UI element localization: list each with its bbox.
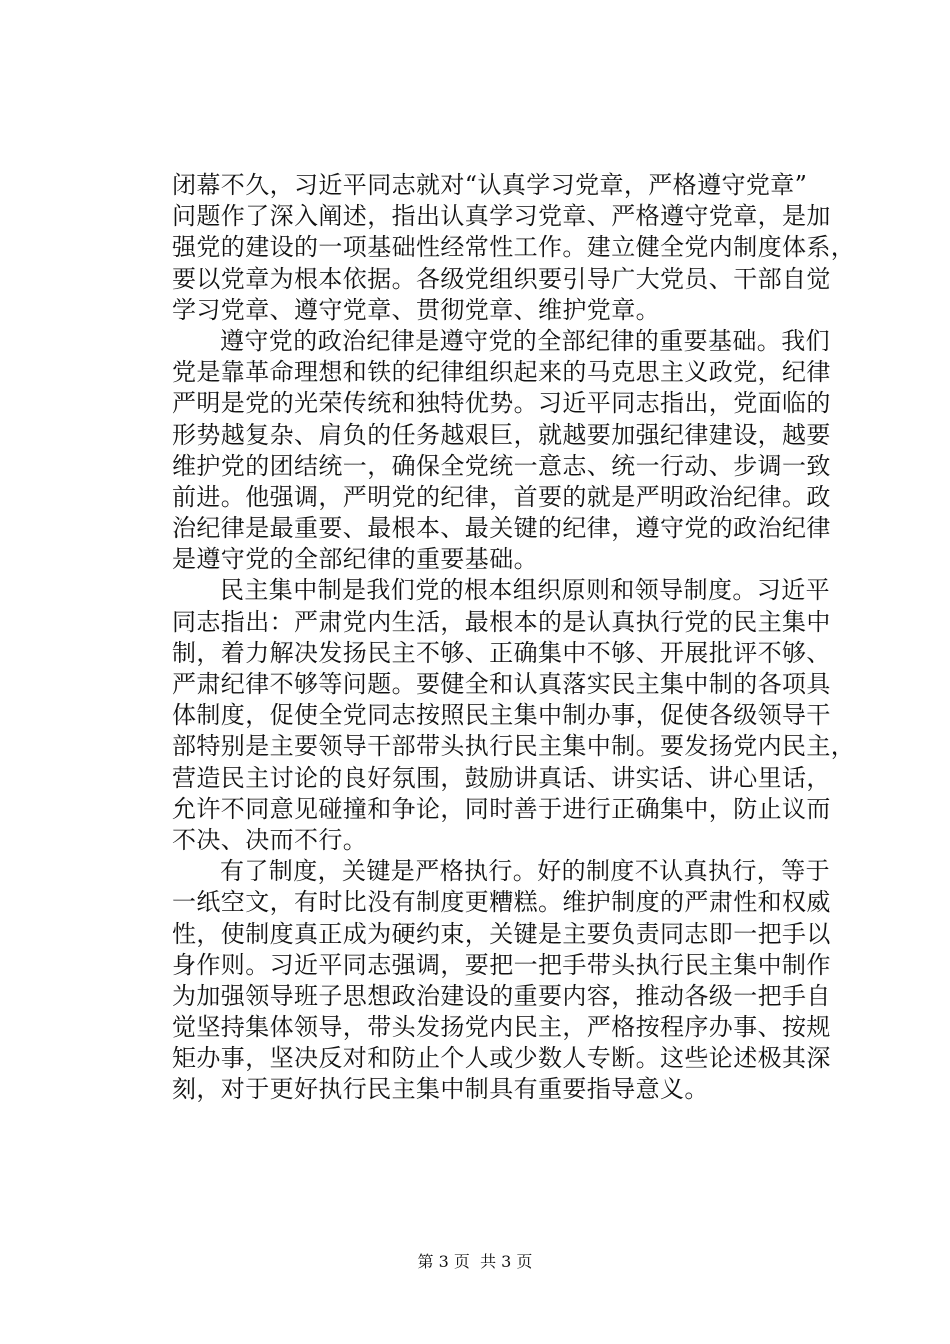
text-line: 要以党章为根本依据。各级党组织要引导广大党员、干部自觉: [172, 264, 831, 293]
text-line: 制，着力解决发扬民主不够、正确集中不够、开展批评不够、: [172, 638, 831, 667]
text-line: 一纸空文，有时比没有制度更糟糕。维护制度的严肃性和权威: [172, 888, 831, 917]
text-line: 问题作了深入阐述，指出认真学习党章、严格遵守党章，是加: [172, 202, 831, 231]
text-line: 营造民主讨论的良好氛围，鼓励讲真话、讲实话、讲心里话，: [172, 763, 831, 792]
text-line: 矩办事，坚决反对和防止个人或少数人专断。这些论述极其深: [172, 1044, 831, 1073]
paragraph-first-line: 有了制度，关键是严格执行。好的制度不认真执行，等于: [220, 857, 830, 886]
text-line: 党是靠革命理想和铁的纪律组织起来的马克思主义政党，纪律: [172, 358, 831, 387]
text-line: 体制度，促使全党同志按照民主集中制办事，促使各级领导干: [172, 701, 831, 730]
text-line: 学习党章、遵守党章、贯彻党章、维护党章。: [172, 295, 660, 324]
text-line: 允许不同意见碰撞和争论，同时善于进行正确集中，防止议而: [172, 794, 831, 823]
text-line: 刻，对于更好执行民主集中制具有重要指导意义。: [172, 1075, 709, 1104]
paragraph-first-line: 遵守党的政治纪律是遵守党的全部纪律的重要基础。我们: [220, 326, 830, 355]
text-line: 性，使制度真正成为硬约束，关键是主要负责同志即一把手以: [172, 919, 831, 948]
text-line: 形势越复杂、肩负的任务越艰巨，就越要加强纪律建设，越要: [172, 420, 831, 449]
text-line: 为加强领导班子思想政治建设的重要内容，推动各级一把手自: [172, 981, 831, 1010]
text-line: 不决、决而不行。: [172, 825, 368, 854]
page-footer: 第 3 页 共 3 页: [417, 1252, 533, 1271]
text-line: 觉坚持集体领导，带头发扬党内民主，严格按程序办事、按规: [172, 1013, 831, 1042]
body-text: [172, 170, 856, 1106]
text-line: 闭幕不久，习近平同志就对“认真学习党章，严格遵守党章”: [172, 171, 808, 199]
text-line: 治纪律是最重要、最根本、最关键的纪律，遵守党的政治纪律: [172, 514, 831, 543]
text-line: 部特别是主要领导干部带头执行民主集中制。要发扬党内民主，: [172, 732, 856, 761]
text-line: 前进。他强调，严明党的纪律，首要的就是严明政治纪律。政: [172, 482, 831, 511]
text-line: 严明是党的光荣传统和独特优势。习近平同志指出，党面临的: [172, 389, 831, 418]
text-line: 强党的建设的一项基础性经常性工作。建立健全党内制度体系，: [172, 233, 856, 262]
text-line: 是遵守党的全部纪律的重要基础。: [172, 545, 538, 574]
paragraph-first-line: 民主集中制是我们党的根本组织原则和领导制度。习近平: [220, 576, 830, 605]
text-line: 维护党的团结统一，确保全党统一意志、统一行动、步调一致: [172, 451, 831, 480]
text-line: 身作则。习近平同志强调，要把一把手带头执行民主集中制作: [172, 950, 831, 979]
text-line: 严肃纪律不够等问题。要健全和认真落实民主集中制的各项具: [172, 670, 831, 698]
text-line: 同志指出：严肃党内生活，最根本的是认真执行党的民主集中: [172, 607, 831, 636]
